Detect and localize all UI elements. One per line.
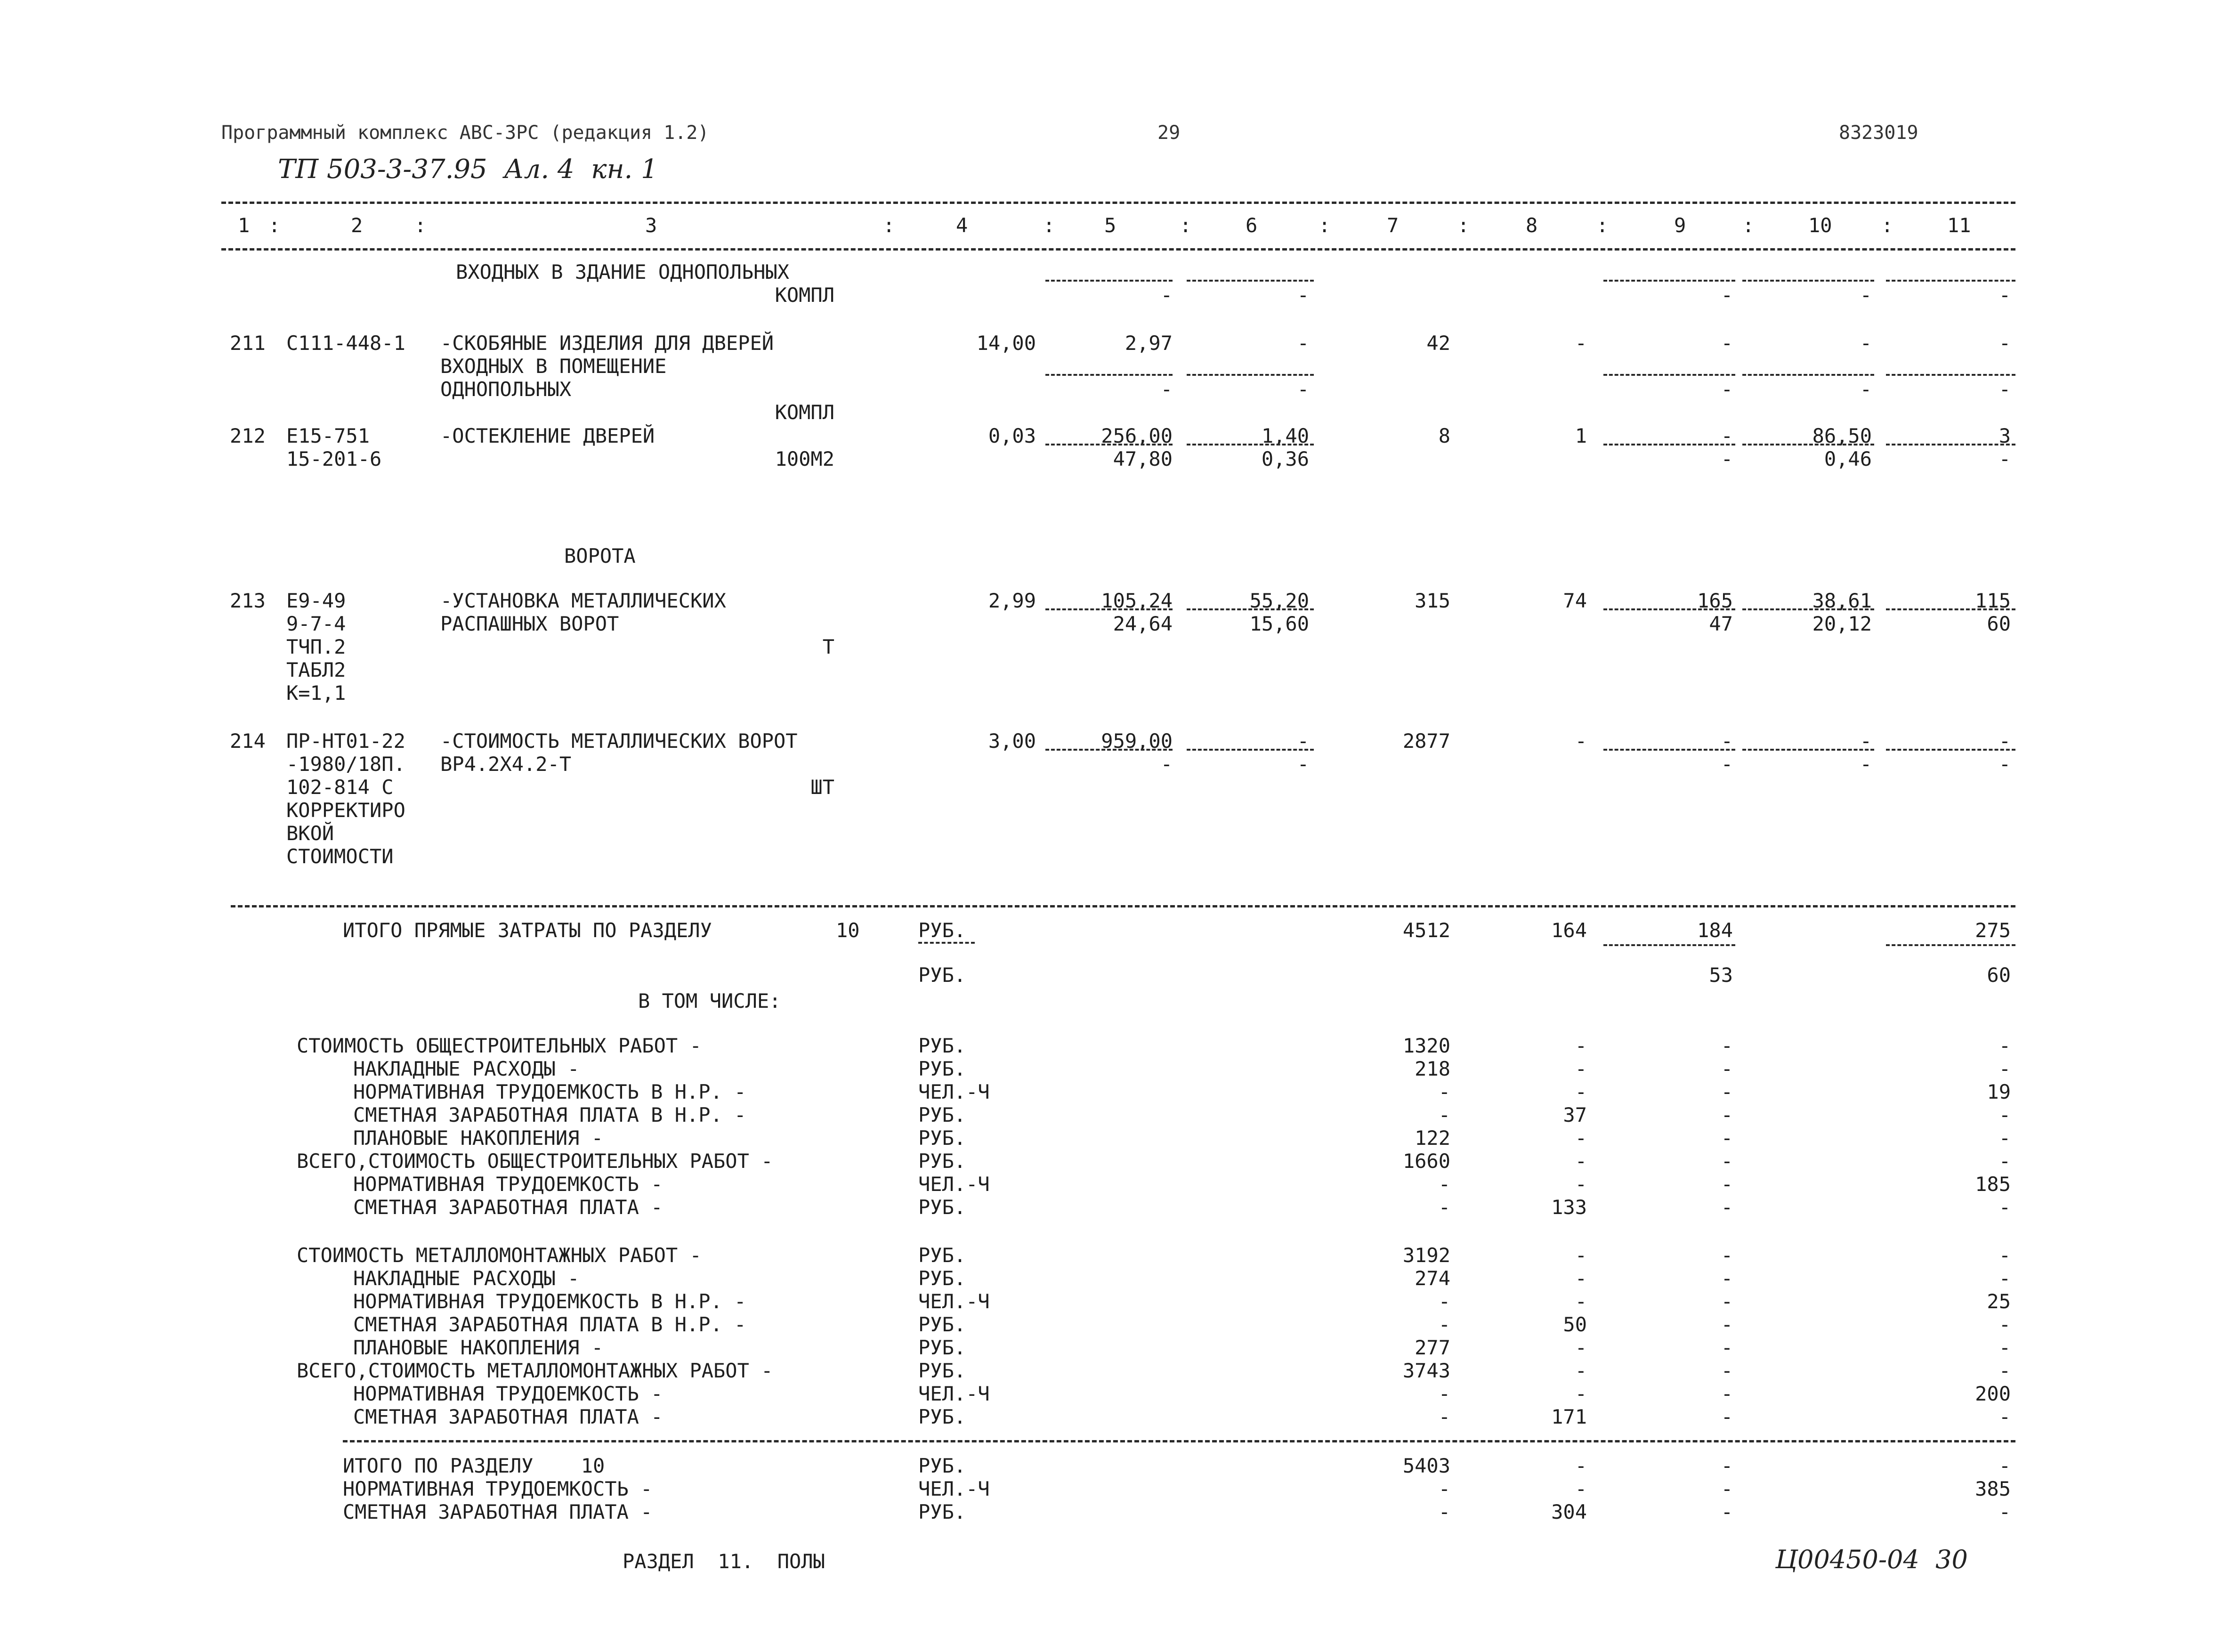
- cell-c4: 14,00: [976, 332, 1036, 355]
- item-number: 211: [230, 332, 266, 355]
- summary-c8: -: [1575, 1290, 1587, 1313]
- summary-c8: -: [1575, 1267, 1587, 1290]
- item-description-line: -СТОИМОСТЬ МЕТАЛЛИЧЕСКИХ ВОРОТ: [440, 729, 798, 753]
- summary-label: ВСЕГО,СТОИМОСТЬ ОБЩЕСТРОИТЕЛЬНЫХ РАБОТ -: [297, 1150, 773, 1173]
- underline-c10: [1742, 374, 1874, 376]
- cell-c4: 0,03: [988, 424, 1036, 447]
- item-code-line: СТОИМОСТИ: [286, 845, 394, 868]
- column-separator: :: [1881, 214, 1893, 237]
- summary-c11: 185: [1975, 1173, 2011, 1196]
- summary-c8: -: [1575, 1173, 1587, 1196]
- underline-c11: [1886, 280, 2015, 282]
- summary-unit: РУБ.: [918, 1034, 966, 1057]
- summary-c7: -: [1438, 1313, 1450, 1336]
- item-unit: КОМПЛ: [775, 401, 834, 424]
- summary-c11: 25: [1987, 1290, 2011, 1313]
- cell-c5: 105,24: [1101, 589, 1173, 612]
- summary-unit: ЧЕЛ.-Ч: [918, 1173, 990, 1196]
- cell-c5-lower: -: [1160, 283, 1173, 307]
- item-code-line: 15-201-6: [286, 447, 382, 470]
- cell-c10-lower: 20,12: [1812, 612, 1872, 635]
- underline-c6: [1187, 608, 1314, 610]
- summary-unit: РУБ.: [918, 1196, 966, 1219]
- item-code-line: КОРРЕКТИРО: [286, 799, 405, 822]
- cell-c7: 8: [1438, 424, 1450, 447]
- summary-c8: -: [1575, 1454, 1587, 1477]
- cell-c9: -: [1721, 332, 1733, 355]
- underline-c5: [1045, 374, 1173, 376]
- item-description-line: ОДНОПОЛЬНЫХ: [440, 378, 572, 401]
- item-code-line: Е9-49: [286, 589, 346, 612]
- summary-c7: 1320: [1402, 1034, 1450, 1057]
- summary-unit: РУБ.: [918, 1057, 966, 1080]
- summary-c9: -: [1721, 1126, 1733, 1150]
- summary-c7: 1660: [1402, 1150, 1450, 1173]
- item-description-line: -УСТАНОВКА МЕТАЛЛИЧЕСКИХ: [440, 589, 726, 612]
- summary-label: ПЛАНОВЫЕ НАКОПЛЕНИЯ -: [353, 1336, 604, 1359]
- column-number: 11: [1947, 214, 1971, 237]
- summary-c11: -: [1998, 1313, 2011, 1336]
- column-number: 5: [1104, 214, 1117, 237]
- underline-c6: [1187, 374, 1314, 376]
- cell-c9-lower: -: [1721, 753, 1733, 776]
- summary-label: НАКЛАДНЫЕ РАСХОДЫ -: [353, 1057, 580, 1080]
- summary-c7: -: [1438, 1103, 1450, 1126]
- direct-costs-c8: 164: [1551, 919, 1587, 942]
- summary-c8: -: [1575, 1382, 1587, 1405]
- summary-label: НОРМАТИВНАЯ ТРУДОЕМКОСТЬ -: [343, 1477, 653, 1500]
- cell-c10-lower: 0,46: [1824, 447, 1872, 470]
- summary-unit: РУБ.: [918, 1405, 966, 1428]
- summary-c11: -: [1998, 1034, 2011, 1057]
- summary-c9: -: [1721, 1382, 1733, 1405]
- summary-c11: -: [1998, 1150, 2011, 1173]
- cell-c6: -: [1297, 729, 1309, 753]
- underline-c10: [1742, 608, 1874, 610]
- underline-c10: [1742, 749, 1874, 751]
- cell-c6: 55,20: [1249, 589, 1309, 612]
- cell-c8: 1: [1575, 424, 1587, 447]
- cell-c9: 165: [1697, 589, 1733, 612]
- item-code-line: С111-448-1: [286, 332, 405, 355]
- summary-c7: 122: [1415, 1126, 1450, 1150]
- cell-c8: 74: [1563, 589, 1587, 612]
- summary-unit: РУБ.: [918, 1126, 966, 1150]
- summary-c8: -: [1575, 1477, 1587, 1500]
- summary-c7: -: [1438, 1173, 1450, 1196]
- summary-c9: -: [1721, 1057, 1733, 1080]
- direct-costs-section-number: 10: [836, 919, 860, 942]
- summary-c9: -: [1721, 1196, 1733, 1219]
- summary-c9: -: [1721, 1173, 1733, 1196]
- underline-c9: [1603, 280, 1735, 282]
- summary-c7: -: [1438, 1382, 1450, 1405]
- summary-label: НАКЛАДНЫЕ РАСХОДЫ -: [353, 1267, 580, 1290]
- summary-unit: РУБ.: [918, 1336, 966, 1359]
- table-top-rule: [221, 202, 2015, 204]
- cell-c4: 2,99: [988, 589, 1036, 612]
- direct-costs-unit: РУБ.: [918, 919, 966, 942]
- column-separator: :: [883, 214, 895, 237]
- summary-c11: -: [1998, 1405, 2011, 1428]
- summary-c9: -: [1721, 1150, 1733, 1173]
- cell-c11-lower: 60: [1987, 612, 2011, 635]
- summary-c8: 304: [1551, 1500, 1587, 1523]
- summary-c8: 50: [1563, 1313, 1587, 1336]
- cell-c6-lower: -: [1297, 753, 1309, 776]
- underline-c5: [1045, 749, 1173, 751]
- section-total-rule: [343, 1440, 2015, 1442]
- cell-c10-lower: -: [1860, 378, 1872, 401]
- item-unit: 100М2: [775, 447, 834, 470]
- underline-c5: [1045, 280, 1173, 282]
- summary-label: СТОИМОСТЬ МЕТАЛЛОМОНТАЖНЫХ РАБОТ -: [297, 1244, 702, 1267]
- direct-costs-label: ИТОГО ПРЯМЫЕ ЗАТРАТЫ ПО РАЗДЕЛУ: [343, 919, 712, 942]
- page-number: 29: [1157, 122, 1181, 144]
- item-code-line: ВКОЙ: [286, 822, 334, 845]
- column-number: 10: [1808, 214, 1832, 237]
- item-description-line: -СКОБЯНЫЕ ИЗДЕЛИЯ ДЛЯ ДВЕРЕЙ: [440, 332, 774, 355]
- summary-c8: -: [1575, 1359, 1587, 1382]
- direct-costs-c9-lower: 53: [1709, 964, 1733, 987]
- cell-c5: 256,00: [1101, 424, 1173, 447]
- summary-unit: РУБ.: [918, 1359, 966, 1382]
- summary-unit: ЧЕЛ.-Ч: [918, 1080, 990, 1103]
- item-code-line: 102-814 С: [286, 776, 394, 799]
- item-description-line: РАСПАШНЫХ ВОРОТ: [440, 612, 619, 635]
- underline-c10: [1742, 280, 1874, 282]
- summary-label: ВСЕГО,СТОИМОСТЬ МЕТАЛЛОМОНТАЖНЫХ РАБОТ -: [297, 1359, 773, 1382]
- document-code: 8323019: [1839, 122, 1918, 144]
- summary-unit: ЧЕЛ.-Ч: [918, 1382, 990, 1405]
- summary-c8: -: [1575, 1034, 1587, 1057]
- summary-c8: -: [1575, 1150, 1587, 1173]
- summary-c8: -: [1575, 1336, 1587, 1359]
- summary-c11: -: [1998, 1454, 2011, 1477]
- summary-label: НОРМАТИВНАЯ ТРУДОЕМКОСТЬ -: [353, 1173, 663, 1196]
- cell-c10-lower: -: [1860, 283, 1872, 307]
- summary-unit: РУБ.: [918, 1454, 966, 1477]
- cell-c7: 42: [1426, 332, 1450, 355]
- summary-c7: 3192: [1402, 1244, 1450, 1267]
- summary-unit: ЧЕЛ.-Ч: [918, 1477, 990, 1500]
- summary-label: ИТОГО ПО РАЗДЕЛУ 10: [343, 1454, 605, 1477]
- cell-c4: 3,00: [988, 729, 1036, 753]
- column-number: 1: [238, 214, 250, 237]
- item-code-line: Е15-751: [286, 424, 370, 447]
- item-description-line: ВР4.2Х4.2-Т: [440, 753, 572, 776]
- summary-label: СМЕТНАЯ ЗАРАБОТНАЯ ПЛАТА В Н.Р. -: [353, 1313, 746, 1336]
- summary-c9: -: [1721, 1267, 1733, 1290]
- summary-c9: -: [1721, 1244, 1733, 1267]
- summary-c11: -: [1998, 1126, 2011, 1150]
- summary-c9: -: [1721, 1034, 1733, 1057]
- summary-c11: -: [1998, 1057, 2011, 1080]
- cell-c5: 959,00: [1101, 729, 1173, 753]
- underline-c10: [1742, 444, 1874, 445]
- cell-c10: 86,50: [1812, 424, 1872, 447]
- unit-underline: [918, 942, 975, 944]
- column-number: 3: [645, 214, 657, 237]
- item-unit: Т: [822, 635, 834, 658]
- summary-c11: -: [1998, 1267, 2011, 1290]
- cell-c11-lower: -: [1998, 378, 2011, 401]
- underline-c11: [1886, 608, 2015, 610]
- summary-c9: -: [1721, 1313, 1733, 1336]
- column-number: 8: [1526, 214, 1538, 237]
- cell-c5-lower: 47,80: [1113, 447, 1173, 470]
- summary-c7: 274: [1415, 1267, 1450, 1290]
- summary-unit: РУБ.: [918, 1244, 966, 1267]
- cell-c11-lower: -: [1998, 753, 2011, 776]
- cell-c9-lower: -: [1721, 283, 1733, 307]
- cell-c11: 115: [1975, 589, 2011, 612]
- summary-unit: РУБ.: [918, 1267, 966, 1290]
- direct-costs-c9: 184: [1697, 919, 1733, 942]
- summary-c11: 19: [1987, 1080, 2011, 1103]
- summary-c8: -: [1575, 1244, 1587, 1267]
- cell-c11-lower: -: [1998, 283, 2011, 307]
- item-number: 213: [230, 589, 266, 612]
- item-code-line: 9-7-4: [286, 612, 346, 635]
- cell-c11: 3: [1998, 424, 2011, 447]
- column-separator: :: [1457, 214, 1470, 237]
- totals-separator-rule: [231, 905, 2015, 907]
- summary-unit: РУБ.: [918, 1313, 966, 1336]
- item-code-line: ТАБЛ2: [286, 658, 346, 681]
- summary-c9: -: [1721, 1477, 1733, 1500]
- summary-c11: 200: [1975, 1382, 2011, 1405]
- item-code-line: ПР-НТ01-22: [286, 729, 405, 753]
- column-separator: :: [414, 214, 427, 237]
- summary-c8: 171: [1551, 1405, 1587, 1428]
- including-label: В ТОМ ЧИСЛЕ:: [638, 989, 781, 1012]
- summary-c7: -: [1438, 1500, 1450, 1523]
- cell-c11: -: [1998, 729, 2011, 753]
- underline-c11: [1886, 444, 2015, 445]
- cell-c6: -: [1297, 332, 1309, 355]
- item-code-line: К=1,1: [286, 681, 346, 705]
- summary-label: СМЕТНАЯ ЗАРАБОТНАЯ ПЛАТА В Н.Р. -: [353, 1103, 746, 1126]
- cell-c8: -: [1575, 332, 1587, 355]
- summary-c11: 385: [1975, 1477, 2011, 1500]
- direct-costs-total: 4512: [1402, 919, 1450, 942]
- cell-c6-lower: -: [1297, 283, 1309, 307]
- column-separator: :: [1043, 214, 1055, 237]
- summary-c9: -: [1721, 1500, 1733, 1523]
- column-number: 9: [1674, 214, 1686, 237]
- underline-c6: [1187, 444, 1314, 445]
- summary-c11: -: [1998, 1196, 2011, 1219]
- cell-c11: -: [1998, 332, 2011, 355]
- underline-c9: [1603, 374, 1735, 376]
- summary-c11: -: [1998, 1336, 2011, 1359]
- item-description-line: ВХОДНЫХ В ПОМЕЩЕНИЕ: [440, 355, 667, 378]
- column-separator: :: [1596, 214, 1609, 237]
- cell-c6: 1,40: [1261, 424, 1309, 447]
- underline-c6: [1187, 749, 1314, 751]
- underline-c6: [1187, 280, 1314, 282]
- underline-c11: [1886, 944, 2015, 946]
- summary-c9: -: [1721, 1080, 1733, 1103]
- cell-c9: -: [1721, 424, 1733, 447]
- cell-c9: -: [1721, 729, 1733, 753]
- summary-c8: -: [1575, 1126, 1587, 1150]
- summary-c7: -: [1438, 1477, 1450, 1500]
- summary-c9: -: [1721, 1454, 1733, 1477]
- table-header-rule: [221, 248, 2015, 251]
- cell-c6-lower: 0,36: [1261, 447, 1309, 470]
- summary-c7: 5403: [1402, 1454, 1450, 1477]
- cell-c6-lower: 15,60: [1249, 612, 1309, 635]
- item-description-line: ВХОДНЫХ В ЗДАНИЕ ОДНОПОЛЬНЫХ: [456, 260, 790, 283]
- summary-c7: -: [1438, 1080, 1450, 1103]
- summary-c7: -: [1438, 1290, 1450, 1313]
- summary-label: НОРМАТИВНАЯ ТРУДОЕМКОСТЬ -: [353, 1382, 663, 1405]
- underline-c9: [1603, 608, 1735, 610]
- underline-c9: [1603, 944, 1735, 946]
- underline-c9: [1603, 444, 1735, 445]
- column-number: 4: [956, 214, 968, 237]
- summary-label: СМЕТНАЯ ЗАРАБОТНАЯ ПЛАТА -: [353, 1405, 663, 1428]
- cell-c9-lower: -: [1721, 447, 1733, 470]
- summary-c11: -: [1998, 1244, 2011, 1267]
- cell-c6-lower: -: [1297, 378, 1309, 401]
- cell-c7: 2877: [1402, 729, 1450, 753]
- cell-c10: 38,61: [1812, 589, 1872, 612]
- column-number: 7: [1387, 214, 1399, 237]
- summary-unit: РУБ.: [918, 1150, 966, 1173]
- cell-c10: -: [1860, 729, 1872, 753]
- item-code-line: -1980/18П.: [286, 753, 405, 776]
- summary-c9: -: [1721, 1290, 1733, 1313]
- summary-label: СМЕТНАЯ ЗАРАБОТНАЯ ПЛАТА -: [343, 1500, 653, 1523]
- program-title: Программный комплекс АВС-3РС (редакция 1.2): [221, 122, 709, 144]
- column-number: 2: [351, 214, 363, 237]
- cell-c5-lower: -: [1160, 753, 1173, 776]
- cell-c10-lower: -: [1860, 753, 1872, 776]
- item-unit: ШТ: [810, 776, 834, 799]
- summary-c7: -: [1438, 1405, 1450, 1428]
- summary-unit: ЧЕЛ.-Ч: [918, 1290, 990, 1313]
- underline-c9: [1603, 749, 1735, 751]
- summary-c7: -: [1438, 1196, 1450, 1219]
- cell-c5: 2,97: [1125, 332, 1173, 355]
- cell-c9-lower: 47: [1709, 612, 1733, 635]
- summary-c8: 133: [1551, 1196, 1587, 1219]
- summary-c7: 3743: [1402, 1359, 1450, 1382]
- cell-c5-lower: -: [1160, 378, 1173, 401]
- underline-c5: [1045, 608, 1173, 610]
- summary-c7: 218: [1415, 1057, 1450, 1080]
- column-separator: :: [1319, 214, 1331, 237]
- summary-c8: 37: [1563, 1103, 1587, 1126]
- summary-c9: -: [1721, 1336, 1733, 1359]
- next-section-heading: РАЗДЕЛ 11. ПОЛЫ: [623, 1550, 825, 1573]
- cell-c7: 315: [1415, 589, 1450, 612]
- summary-label: ПЛАНОВЫЕ НАКОПЛЕНИЯ -: [353, 1126, 604, 1150]
- summary-c8: -: [1575, 1080, 1587, 1103]
- item-number: 214: [230, 729, 266, 753]
- summary-unit: РУБ.: [918, 1103, 966, 1126]
- cell-c5-lower: 24,64: [1113, 612, 1173, 635]
- underline-c11: [1886, 374, 2015, 376]
- cell-c11-lower: -: [1998, 447, 2011, 470]
- column-number: 6: [1246, 214, 1258, 237]
- item-unit: КОМПЛ: [775, 283, 834, 307]
- item-code-line: ТЧП.2: [286, 635, 346, 658]
- column-separator: :: [1180, 214, 1192, 237]
- direct-costs-c11: 275: [1975, 919, 2011, 942]
- cell-c9-lower: -: [1721, 378, 1733, 401]
- cell-c8: -: [1575, 729, 1587, 753]
- column-separator: :: [268, 214, 281, 237]
- item-description-line: -ОСТЕКЛЕНИЕ ДВЕРЕЙ: [440, 424, 655, 447]
- summary-label: СТОИМОСТЬ ОБЩЕСТРОИТЕЛЬНЫХ РАБОТ -: [297, 1034, 702, 1057]
- summary-unit: РУБ.: [918, 1500, 966, 1523]
- underline-c5: [1045, 444, 1173, 445]
- direct-costs-c11-lower: 60: [1987, 964, 2011, 987]
- handwritten-doc-reference: ТП 503-3-37.95 Ал. 4 кн. 1: [278, 154, 658, 185]
- summary-label: СМЕТНАЯ ЗАРАБОТНАЯ ПЛАТА -: [353, 1196, 663, 1219]
- summary-c7: 277: [1415, 1336, 1450, 1359]
- summary-label: НОРМАТИВНАЯ ТРУДОЕМКОСТЬ В Н.Р. -: [353, 1290, 746, 1313]
- summary-c11: -: [1998, 1500, 2011, 1523]
- column-separator: :: [1742, 214, 1755, 237]
- section-heading-gates: ВОРОТА: [564, 544, 636, 567]
- summary-c9: -: [1721, 1103, 1733, 1126]
- handwritten-stamp-number: Ц00450-04 30: [1775, 1545, 1968, 1574]
- underline-c11: [1886, 749, 2015, 751]
- summary-label: НОРМАТИВНАЯ ТРУДОЕМКОСТЬ В Н.Р. -: [353, 1080, 746, 1103]
- item-number: 212: [230, 424, 266, 447]
- summary-c8: -: [1575, 1057, 1587, 1080]
- summary-c9: -: [1721, 1359, 1733, 1382]
- summary-c11: -: [1998, 1103, 2011, 1126]
- summary-c9: -: [1721, 1405, 1733, 1428]
- direct-costs-unit-lower: РУБ.: [918, 964, 966, 987]
- summary-c11: -: [1998, 1359, 2011, 1382]
- cell-c10: -: [1860, 332, 1872, 355]
